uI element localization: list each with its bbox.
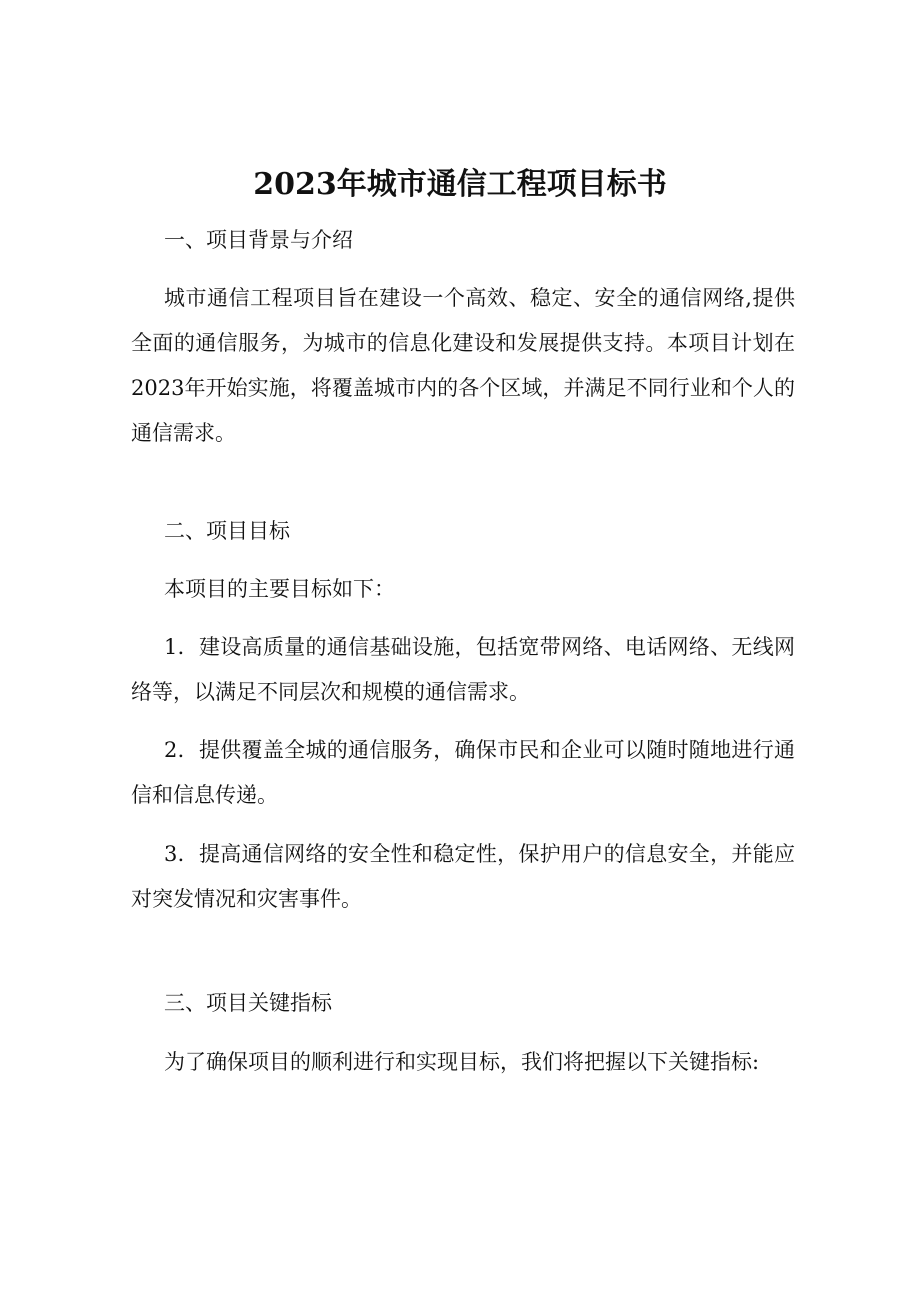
document-title: 2023年城市通信工程项目标书 [253,167,667,202]
goal-item-3: 3．提高通信网络的安全性和稳定性，保护用户的信息安全，并能应对突发情况和灾害事件。 [131,842,795,911]
section-heading-background: 一、项目背景与介绍 [164,228,353,252]
goal-item-1: 1．建设高质量的通信基础设施，包括宽带网络、电话网络、无线网络等，以满足不同层次和规模的通信需求。 [131,635,795,704]
kpi-intro: 为了确保项目的顺利进行和实现目标，我们将把握以下关键指标: [164,1050,760,1074]
goals-intro: 本项目的主要目标如下： [164,577,395,601]
goal-item-2: 2．提供覆盖全城的通信服务，确保市民和企业可以随时随地进行通信和信息传递。 [131,738,795,807]
section-heading-goals: 二、项目目标 [164,519,290,543]
background-paragraph: 城市通信工程项目旨在建设一个高效、稳定、安全的通信网络,提供全面的通信服务，为城市的信息化建设和发展提供支持。本项目计划在2023年开始实施，将覆盖城市内的各个区域，并满足不同行业和个人的通信需求。 [131,286,795,445]
section-heading-kpi: 三、项目关键指标 [164,991,332,1015]
